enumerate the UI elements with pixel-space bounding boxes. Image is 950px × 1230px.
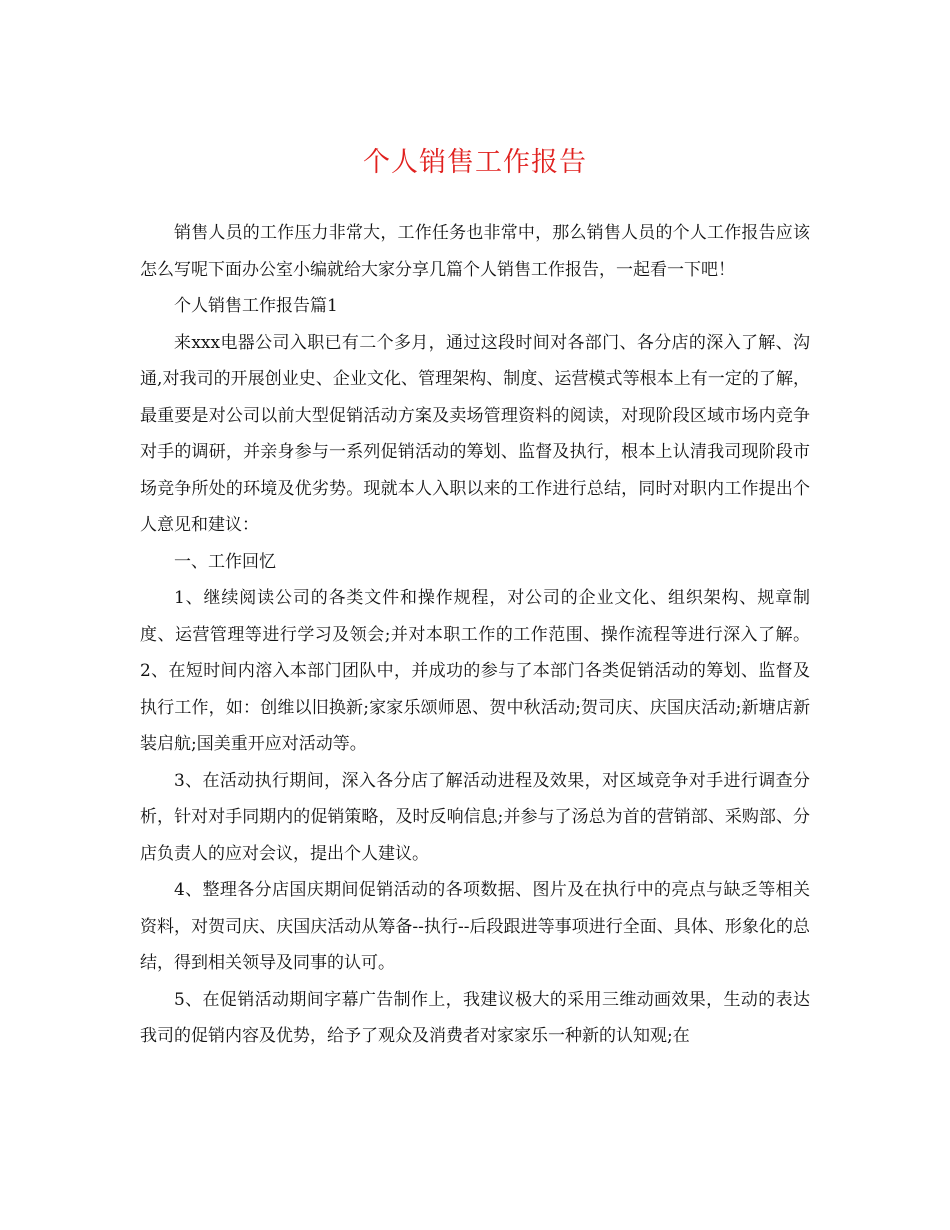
list-item-paragraph: 1、继续阅读公司的各类文件和操作规程，对公司的企业文化、组织架构、规章制度、运营管理等进行学习及领会;并对本职工作的工作范围、操作流程等进行深入了解。2、在短时间内溶入本部门团队中，并成功的参与了本部门各类促销活动的筹划、监督及执行工作，如：创维以旧换新;家家乐颂师恩、贺中秋活动;贺司庆、庆国庆活动;新塘店新装启航;国美重开应对活动等。	[140, 588, 810, 754]
list-item-paragraph: 5、在促销活动期间字幕广告制作上，我建议极大的采用三维动画效果，生动的表达我司的促销内容及优势，给予了观众及消费者对家家乐一种新的认知观;在	[140, 989, 810, 1046]
body-paragraph: 来xxx电器公司入职已有二个多月，通过这段时间对各部门、各分店的深入了解、沟通,对我司的开展创业史、企业文化、管理架构、制度、运营模式等根本上有一定的了解，最重要是对公司以前大型促销活动方案及卖场管理资料的阅读，对现阶段区域市场内竞争对手的调研，并亲身参与一系列促销活动的筹划、监督及执行，根本上认清我司现阶段市场竞争所处的环境及优劣势。现就本人入职以来的工作进行总结，同时对职内工作提出个人意见和建议：	[140, 332, 810, 535]
section-heading-part1: 个人销售工作报告篇1	[174, 296, 338, 316]
document-body	[140, 215, 810, 1055]
list-item-paragraph: 4、整理各分店国庆期间促销活动的各项数据、图片及在执行中的亮点与缺乏等相关资料，对贺司庆、庆国庆活动从筹备--执行--后段跟进等事项进行全面、具体、形象化的总结，得到相关领导及同事的认可。	[140, 880, 810, 973]
list-item-paragraph: 3、在活动执行期间，深入各分店了解活动进程及效果，对区域竞争对手进行调查分析，针对对手同期内的促销策略，及时反响信息;并参与了汤总为首的营销部、采购部、分店负责人的应对会议，提出个人建议。	[140, 770, 810, 864]
document-title: 个人销售工作报告	[363, 147, 587, 178]
section-heading-review: 一、工作回忆	[174, 551, 276, 572]
intro-paragraph: 销售人员的工作压力非常大，工作任务也非常中，那么销售人员的个人工作报告应该怎么写呢下面办公室小编就给大家分享几篇个人销售工作报告，一起看一下吧！	[140, 223, 810, 280]
